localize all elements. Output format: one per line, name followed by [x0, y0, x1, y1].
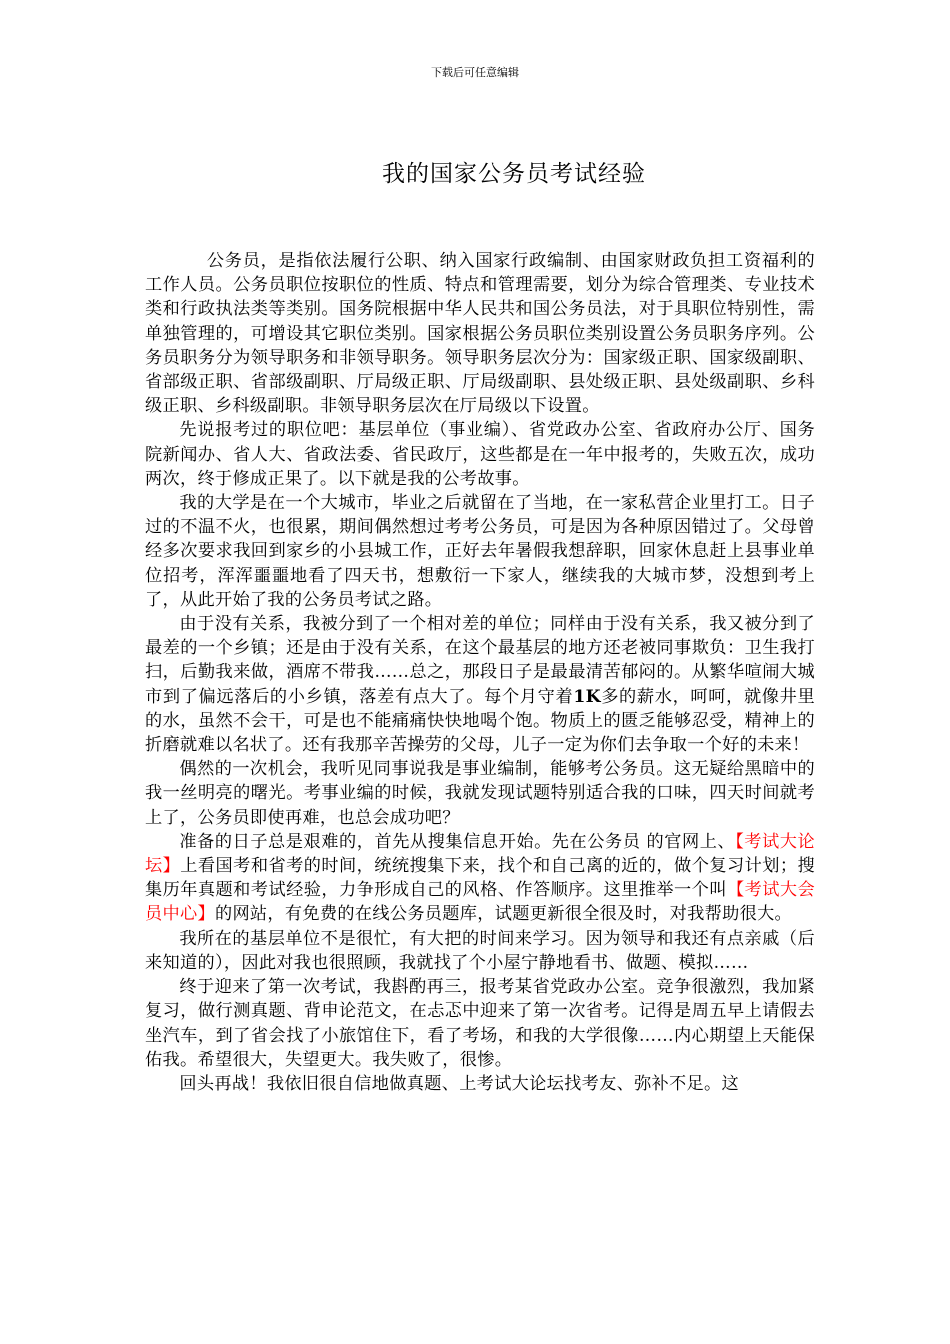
paragraph-text-segment: 的网站，有免费的在线公务员题库，试题更新很全很及时，对我帮助很大。 — [214, 904, 793, 925]
paragraph-try-again: 回头再战！我依旧很自信地做真题、上考试大论坛找考友、弥补不足。这 — [179, 1073, 739, 1094]
paragraph-positions: 先说报考过的职位吧：基层单位（事业编）、省党政办公室、省政府办公厅、国务院新闻办、省人大、省政法委、省民政厅，这些都是在一年中报考的，失败五次，成功两次，终于修成正果了。以下就是我的公考故事。 — [145, 420, 815, 489]
paragraph-no-connections — [145, 612, 815, 757]
paragraph-preparation — [145, 830, 815, 927]
paragraph-intro: 公务员，是指依法履行公职、纳入国家行政编制、由国家财政负担工资福利的工作人员。公务员职位按职位的性质、特点和管理需要，划分为综合管理类、专业技术类和行政执法类等类别。国务院根据中华人民共和国公务员法，对于具职位特别性，需单独管理的，可增设其它职位类别。国家根据公务员职位类别设置公务员职务序列。公务员职务分为领导职务和非领导职务。领导职务层次分为：国家级正职、国家级副职、省部级正职、省部级副职、厅局级正职、厅局级副职、县处级正职、县处级副职、乡科级正职、乡科级副职。非领导职务层次在厅局级以下设置。 — [145, 251, 815, 417]
document-title: 我的国家公务员考试经验 — [382, 161, 646, 187]
paragraph-first-exam: 终于迎来了第一次考试，我斟酌再三，报考某省党政办公室。竞争很激烈，我加紧复习，做行测真题、背申论范文，在忐忑中迎来了第一次省考。记得是周五早上请假去坐汽车，到了省会找了小旅馆住下，看了考场，和我的大学很像……内心期望上天能保佑我。希望很大，失望更大。我失败了，很惨。 — [145, 977, 815, 1070]
paragraph-opportunity: 偶然的一次机会，我听见同事说我是事业编制，能够考公务员。这无疑给黑暗中的我一丝明亮的曙光。考事业编的时候，我就发现试题特别适合我的口味，四天时间就考上了，公务员即使再难，也总会成功吧？ — [145, 759, 815, 828]
paragraph-text-segment: 由于没有关系，我被分到了一个相对差的单位；同样由于没有关系，我又被分到了最差的一个乡镇；还是由于没有关系，在这个最基层的地方还老被同事欺负：卫生我打扫，后勤我来做，酒席不带我……总之，那段日子是最最清苦郁闷的。从繁华喧闹大城市到了偏远落后的小乡镇，落差有点大了。每个月守着 — [145, 614, 815, 707]
paragraph-text-segment: 上看国考和省考的时间，统统搜集下来，找个和自己离的近的，做个复习计划；搜集历年真题和考试经验，力争形成自己的风格、作答顺序。这里推举一个叫 — [145, 856, 815, 901]
paragraph-text-segment: 多的薪水，呵呵，就像井里的水，虽然不会干，可是也不能痛痛快快地喝个饱。物质上的匮乏能够忍受，精神上的折磨就难以名状了。还有我那辛苦操劳的父母，儿子一定为你们去争取一个好的未来！ — [145, 686, 815, 756]
paragraph-study-time: 我所在的基层单位不是很忙，有大把的时间来学习。因为领导和我还有点亲戚（后来知道的），因此对我也很照顾，我就找了个小屋宁静地看书、做题、模拟…… — [145, 928, 815, 973]
document-body — [145, 249, 815, 1096]
member-center-link[interactable]: 【考试大会员中心】 — [145, 880, 815, 925]
paragraph-text-segment: 准备的日子总是艰难的，首先从搜集信息开始。先在公务员 的官网上、 — [179, 831, 736, 852]
forum-link[interactable]: 【考试大论坛】 — [145, 831, 815, 877]
paragraph-university: 我的大学是在一个大城市，毕业之后就留在了当地，在一家私营企业里打工。日子过的不温不火，也很累，期间偶然想过考考公务员，可是因为各种原因错过了。父母曾经多次要求我回到家乡的小县城工作，正好去年暑假我想辞职，回家休息赶上县事业单位招考，浑浑噩噩地看了四天书，想敷衍一下家人，继续我的大城市梦，没想到考上了，从此开始了我的公务员考试之路。 — [145, 493, 815, 610]
salary-amount: 1K — [573, 686, 601, 707]
page-header-note: 下载后可任意编辑 — [431, 66, 519, 79]
